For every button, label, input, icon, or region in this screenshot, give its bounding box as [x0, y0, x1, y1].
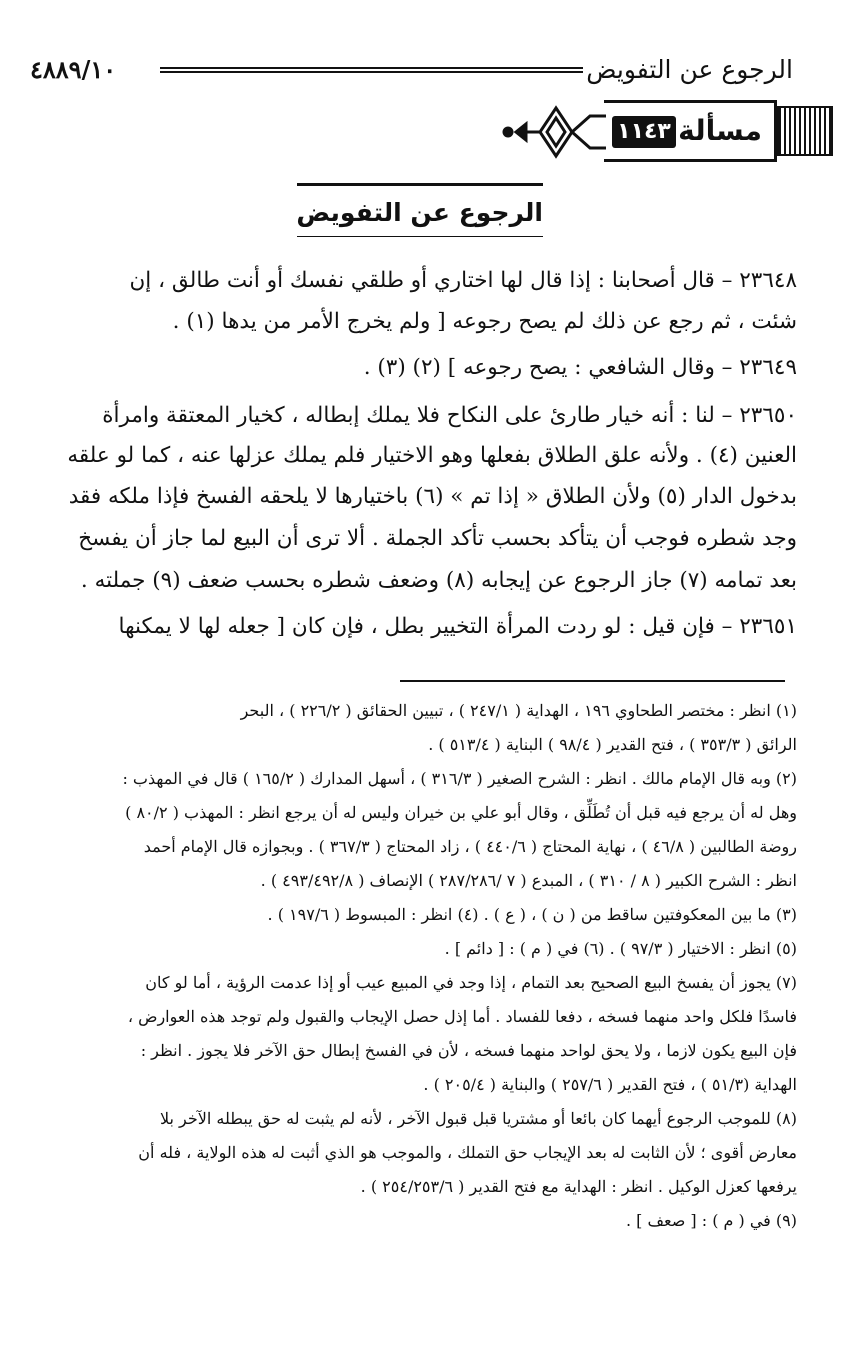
body-line: بدخول الدار (٥) ولأن الطلاق « إذا تم » (٦) باختيارها لا يلحقه الفسخ فإذا ملكه فقد — [68, 484, 797, 509]
footnote-line: (٣) ما بين المعكوفتين ساقط من ( ن ) ، ( ع ) . (٤) انظر : المبسوط ( ١٩٧/٦ ) . — [267, 905, 797, 924]
footnote-line: (٥) انظر : الاختيار ( ٩٧/٣ ) . (٦) في ( م ) : [ دائم ] . — [444, 939, 797, 958]
masala-banner — [498, 100, 833, 166]
body-line: العنين (٤) . ولأنه علق الطلاق بفعلها وهو الاختيار فلم يملك عزلها عنه ، كما لو علقه — [67, 443, 797, 468]
masala-label: مسألة — [678, 114, 762, 147]
body-line: ٢٣٦٤٨ – قال أصحابنا : إذا قال لها اختاري أو طلقي نفسك أو أنت طالق ، إن — [129, 268, 797, 293]
footnote-line: (٩) في ( م ) : [ صعف ] . — [625, 1211, 797, 1230]
running-header — [30, 48, 793, 92]
footnote-line: (٢) وبه قال الإمام مالك . انظر : الشرح الصغير ( ٣١٦/٣ ) ، أسهل المدارك ( ١٦٥/٢ ) قال في المهذب : — [122, 769, 797, 788]
footnote-line: (١) انظر : مختصر الطحاوي ١٩٦ ، الهداية ( ٢٤٧/١ ) ، تبيين الحقائق ( ٢٢٦/٢ ) ، البحر — [240, 701, 797, 720]
footnote-line: الرائق ( ٣٥٣/٣ ) ، فتح القدير ( ٩٨/٤ ) البناية ( ٥١٣/٤ ) . — [428, 735, 797, 754]
footnote-line: يرفعها كعزل الوكيل . انظر : الهداية مع فتح القدير ( ٢٥٤/٢٥٣/٦ ) . — [360, 1177, 797, 1196]
body-line: شئت ، ثم رجع عن ذلك لم يصح رجوعه [ ولم يخرج الأمر من يدها (١) . — [172, 309, 797, 334]
banner-stripes — [777, 106, 833, 156]
footnote-line: روضة الطالبين ( ٤٦/٨ ) ، نهاية المحتاج ( ٤٤٠/٦ ) ، زاد المحتاج ( ٣٦٧/٣ ) . وبجوازه قال الإمام أحمد — [143, 837, 797, 856]
footnote-line: فاسدًا فلكل واحد منهما فسخه ، دفعا للفساد . أما إذل حصل الإيجاب والقبول ولم توجد هذه العوارض ، — [127, 1007, 797, 1026]
banner-box — [604, 100, 777, 162]
footnote-line: انظر : الشرح الكبير ( ٨ / ٣١٠ ) ، المبدع ( ٧ /٢٨٧/٢٨٦ ) الإنصاف ( ٤٩٣/٤٩٢/٨ ) . — [260, 871, 797, 890]
ornament-icon — [498, 102, 606, 162]
chapter-title: الرجوع عن التفويض — [297, 183, 543, 236]
footnote-line: وهل له أن يرجع فيه قبل أن تُطَلِّق ، وقال أبو علي بن خيران وليس له أن يرجع انظر : المهذب ( ٨٠/٢ ) — [125, 803, 797, 822]
footnote-line: (٨) للموجب الرجوع أيهما كان بائعا أو مشتريا قبل قبول الآخر ، لأنه لم يثبت له حق يبطله الآخر بلا — [159, 1109, 797, 1128]
body-line: بعد تمامه (٧) جاز الرجوع عن إيجابه (٨) وضعف شطره بحسب ضعف (٩) جملته . — [80, 568, 797, 593]
footnote-line: فإن البيع يكون لازما ، ولا يحق لواحد منهما فسخه ، لأن في الفسخ إبطال حق الآخر فلا يجوز . انظر : — [140, 1041, 797, 1060]
body-line: ٢٣٦٥٠ – لنا : أنه خيار طارئ على النكاح فلا يملك إبطاله ، كخيار المعتقة وامرأة — [102, 403, 797, 428]
chapter-title-underline — [297, 236, 543, 237]
footnote-separator — [400, 680, 785, 682]
body-line: ٢٣٦٤٩ – وقال الشافعي : يصح رجوعه ] (٢) (٣) . — [363, 355, 797, 380]
body-line: وجد شطره فوجب أن يتأكد بحسب تأكد الجملة . ألا ترى أن البيع لما جاز أن يفسخ — [78, 526, 797, 551]
header-rule — [160, 67, 583, 73]
running-title: الرجوع عن التفويض — [586, 55, 793, 84]
body-line: ٢٣٦٥١ – فإن قيل : لو ردت المرأة التخيير بطل ، فإن كان [ جعله لها لا يمكنها — [118, 614, 797, 639]
footnote-line: معارض أقوى ؛ لأن الثابت له بعد الإيجاب حق التملك ، والموجب هو الذي أثبت له هذه الولاية ، فله أن — [138, 1143, 797, 1162]
footnote-line: الهداية (٥١/٣ ) ، فتح القدير ( ٢٥٧/٦ ) والبناية ( ٢٠٥/٤ ) . — [423, 1075, 797, 1094]
masala-number: ١١٤٣ — [612, 116, 676, 148]
page-number: ٤٨٨٩/١٠ — [30, 55, 117, 84]
footnote-line: (٧) يجوز أن يفسخ البيع الصحيح بعد التمام ، إذا وجد في المبيع عيب أو إذا عدمت الرؤية ، أما لو كان — [145, 973, 797, 992]
